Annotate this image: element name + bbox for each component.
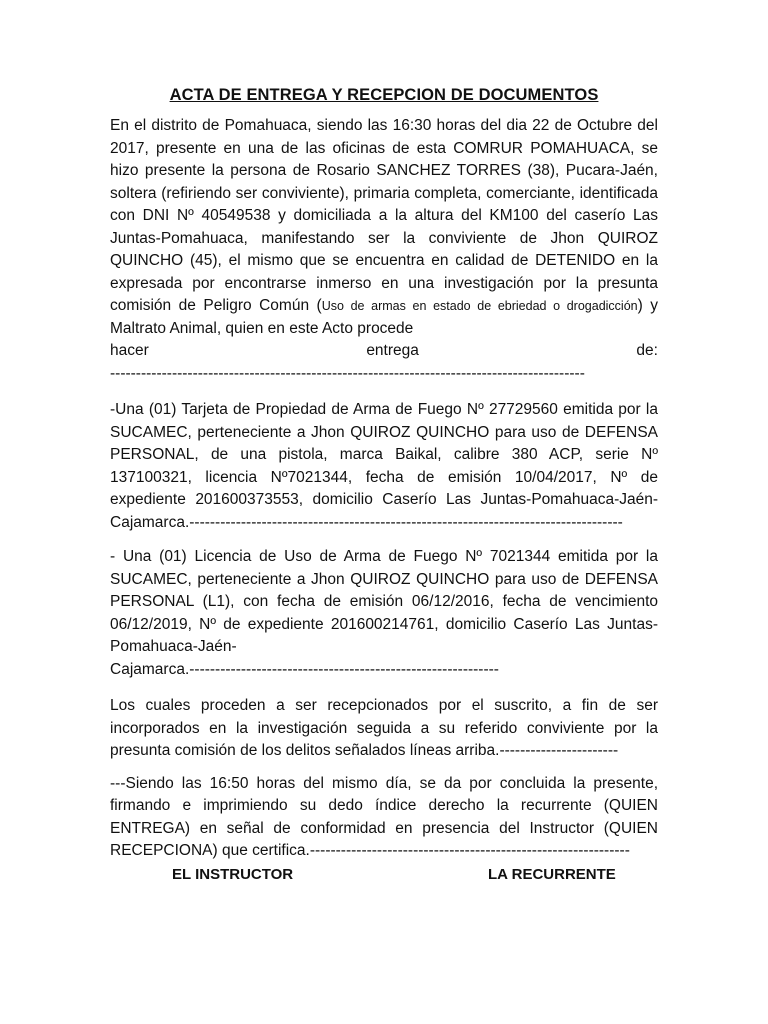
item-1-paragraph: -Una (01) Tarjeta de Propiedad de Arma de Fuego Nº 27729560 emitida por la SUCAMEC, perteneciente a Jhon QUIROZ QUINCHO para uso de DEFENSA PERSONAL, de una pistola, marca Baikal, calibre 380 ACP, serie Nº 137100321, licencia Nº7021344, fecha de emisión 10/04/2017, Nº de expediente 201600373553, domicilio Caserío Las Juntas-Pomahuaca-Jaén-Cajamarca.------------------------------------------------------------------------------------ — [110, 401, 658, 531]
item-2-main-text: - Una (01) Licencia de Uso de Arma de Fuego Nº 7021344 emitida por la SUCAMEC, perteneciente a Jhon QUIROZ QUINCHO para uso de DEFENSA PERSONAL (L1), con fecha de emisión 06/12/2016, fecha de vencimiento 06/12/2019, Nº de expediente 201600214761, domicilio Caserío Las Juntas-Pomahuaca-Jaén- — [110, 548, 658, 655]
intro-dash-line: -------------------------------------------------------------------------------------------- — [110, 364, 585, 382]
item-2-paragraph — [110, 546, 658, 681]
instructor-signature-label: EL INSTRUCTOR — [172, 866, 294, 883]
hacer-word: hacer — [110, 342, 149, 359]
intro-small-text: Uso de armas en estado de ebriedad o drogadicción — [321, 299, 638, 313]
item-2-end-text: Cajamarca.------------------------------------------------------------ — [110, 660, 499, 678]
recurrente-signature-label: LA RECURRENTE — [488, 866, 616, 883]
reception-paragraph: Los cuales proceden a ser recepcionados por el suscrito, a fin de ser incorporados en la investigación seguida a su referido conviviente por la presunta comisión de los delitos señalados líneas arriba.----------------------- — [110, 697, 658, 759]
intro-main-text: En el distrito de Pomahuaca, siendo las 16:30 horas del dia 22 de Octubre del 2017, presente en una de las oficinas de esta COMRUR POMAHUACA, se hizo presente la persona de Rosario SANCHEZ TORRES (38), Pucara-Jaén, soltera (refiriendo ser conviviente), primaria completa, comerciante, identificada con DNI Nº 40549538 y domiciliada a la altura del KM100 del caserío Las Juntas-Pomahuaca, manifestando ser la conviviente de Jhon QUIROZ QUINCHO (45), el mismo que se encuentra en calidad de DETENIDO en la expresada por encontrarse inmerso en una investigación por la presunta comisión de Peligro Común ( — [110, 117, 658, 314]
closing-paragraph: ---Siendo las 16:50 horas del mismo día, se da por concluida la presente, firmando e imprimiendo su dedo índice derecho la recurrente (QUIEN ENTREGA) en señal de conformidad en presencia del Instructor (QUIEN RECEPCIONA) que certifica.-------------------------------------------------------------- — [110, 774, 658, 859]
entrega-word: entrega — [366, 342, 419, 359]
intro-tail-text: ) y Maltrato Animal, quien en este Acto procede — [110, 297, 659, 337]
document-title: ACTA DE ENTREGA Y RECEPCION DE DOCUMENTOS — [169, 86, 599, 104]
hacer-entrega-line — [110, 340, 658, 363]
intro-paragraph — [110, 115, 658, 385]
document-page — [110, 86, 658, 873]
de-word: de: — [636, 342, 658, 359]
